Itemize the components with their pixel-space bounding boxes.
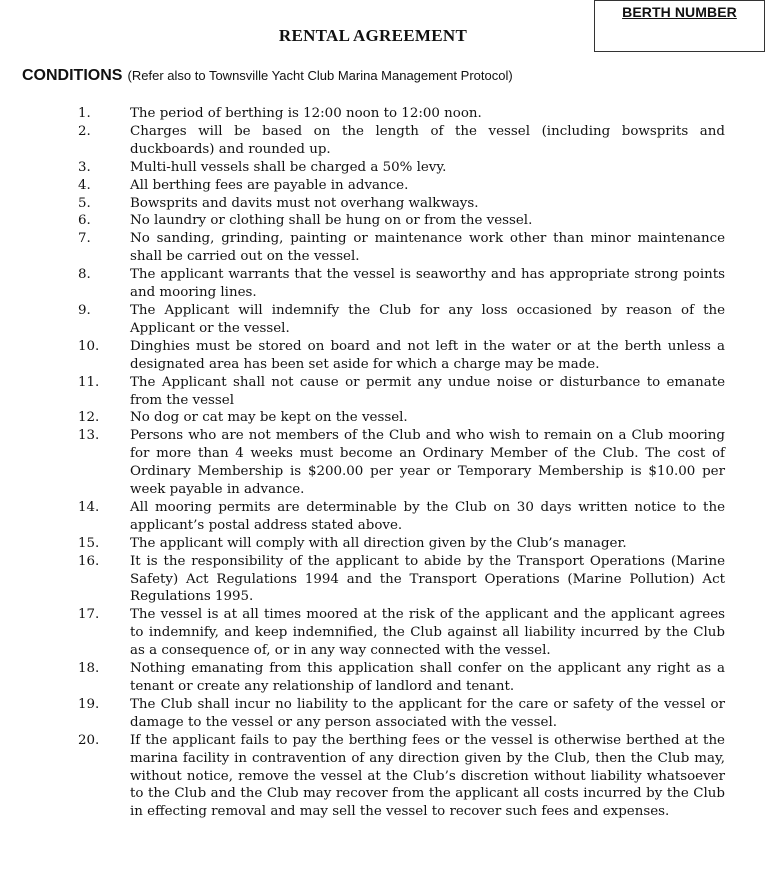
condition-text: Bowsprits and davits must not overhang walkways.: [130, 195, 479, 211]
condition-number: 14.: [78, 499, 100, 515]
condition-text: The period of berthing is 12:00 noon to 12:00 noon.: [130, 106, 482, 121]
condition-text: All mooring permits are determinable by the Club on 30 days written notice to the applicant’s postal address stated above.: [130, 499, 725, 533]
condition-item: [0, 195, 766, 213]
condition-text: Persons who are not members of the Club and who wish to remain on a Club mooring for more than 4 weeks must become an Ordinary Member of the Club. The cost of Ordinary Membership is $200.00 per year or Temporary Membership is $10.00 per week payable in advance.: [130, 428, 725, 498]
condition-text: If the applicant fails to pay the berthing fees or the vessel is otherwise berthed at the marina facility in contravention of any direction given by the Club, then the Club may, without notice, remove the vessel at the Club’s discretion without liability whatsoever to the Club and the Club may recover from the applicant all costs incurred by the Club in effecting removal and may sell the vessel to recover such fees and expenses.: [130, 732, 725, 820]
condition-number: 3.: [78, 159, 91, 175]
condition-item: [0, 535, 766, 553]
condition-number: 11.: [78, 374, 100, 390]
condition-item: [0, 499, 766, 535]
condition-text: It is the responsibility of the applicant to abide by the Transport Operations (Marine Safety) Act Regulations 1994 and the Transport Operations (Marine Pollution) Act Regulations 1995.: [130, 553, 725, 605]
document-title: RENTAL AGREEMENT: [278, 26, 468, 45]
conditions-list: [0, 105, 766, 821]
condition-number: 1.: [78, 106, 91, 121]
condition-item: [0, 732, 766, 822]
condition-item: [0, 696, 766, 732]
condition-number: 18.: [78, 661, 100, 677]
condition-number: 10.: [78, 338, 100, 354]
condition-item: [0, 123, 766, 159]
condition-item: [0, 606, 766, 660]
condition-number: 2.: [78, 123, 91, 139]
condition-number: 4.: [78, 177, 91, 193]
condition-text: The applicant will comply with all direction given by the Club’s manager.: [130, 535, 627, 551]
condition-item: [0, 374, 766, 410]
condition-text: All berthing fees are payable in advance.: [130, 177, 409, 193]
condition-number: 16.: [78, 553, 100, 569]
conditions-note: (Refer also to Townsville Yacht Club Marina Management Protocol): [127, 68, 513, 83]
condition-item: [0, 177, 766, 195]
condition-number: 17.: [78, 607, 100, 623]
condition-text: No sanding, grinding, painting or maintenance work other than minor maintenance shall be carried out on the vessel.: [130, 231, 725, 265]
condition-item: [0, 266, 766, 302]
condition-item: [0, 159, 766, 177]
condition-number: 12.: [78, 410, 100, 426]
condition-item: [0, 230, 766, 266]
condition-number: 7.: [78, 231, 91, 247]
conditions-header: [22, 65, 513, 85]
condition-number: 5.: [78, 195, 91, 211]
condition-text: The Applicant shall not cause or permit any undue noise or disturbance to emanate from the vessel: [130, 374, 725, 408]
condition-text: The applicant warrants that the vessel is seaworthy and has appropriate strong points and mooring lines.: [130, 267, 725, 301]
condition-text: No dog or cat may be kept on the vessel.: [130, 410, 408, 426]
condition-text: The Club shall incur no liability to the applicant for the care or safety of the vessel or damage to the vessel or any person associated with the vessel.: [130, 696, 725, 730]
condition-text: Nothing emanating from this application shall confer on the applicant any right as a tenant or create any relationship of landlord and tenant.: [130, 661, 725, 694]
condition-text: Charges will be based on the length of the vessel (including bowsprits and duckboards) and rounded up.: [130, 123, 725, 157]
condition-item: [0, 338, 766, 374]
condition-item: [0, 553, 766, 607]
condition-item: [0, 105, 766, 123]
condition-number: 15.: [78, 535, 100, 551]
condition-number: 8.: [78, 267, 91, 283]
condition-text: The vessel is at all times moored at the risk of the applicant and the applicant agrees to indemnify, and keep indemnified, the Club against all liability incurred by the Club as a consequence of, or in any way connected with the vessel.: [130, 607, 725, 659]
condition-item: [0, 660, 766, 696]
condition-number: 19.: [78, 696, 100, 712]
condition-text: Multi-hull vessels shall be charged a 50% levy.: [130, 159, 447, 175]
condition-number: 9.: [78, 302, 91, 318]
condition-item: [0, 409, 766, 427]
condition-item: [0, 427, 766, 499]
condition-item: [0, 212, 766, 230]
condition-text: No laundry or clothing shall be hung on or from the vessel.: [130, 213, 533, 229]
condition-number: 20.: [78, 732, 100, 748]
condition-number: 6.: [78, 213, 91, 229]
condition-item: [0, 302, 766, 338]
conditions-heading: CONDITIONS: [22, 67, 123, 84]
berth-number-label: BERTH NUMBER: [622, 4, 737, 20]
condition-text: Dinghies must be stored on board and not left in the water or at the berth unless a designated area has been set aside for which a charge may be made.: [130, 338, 725, 372]
condition-number: 13.: [78, 428, 100, 444]
condition-text: The Applicant will indemnify the Club for any loss occasioned by reason of the Applicant or the vessel.: [130, 302, 725, 336]
